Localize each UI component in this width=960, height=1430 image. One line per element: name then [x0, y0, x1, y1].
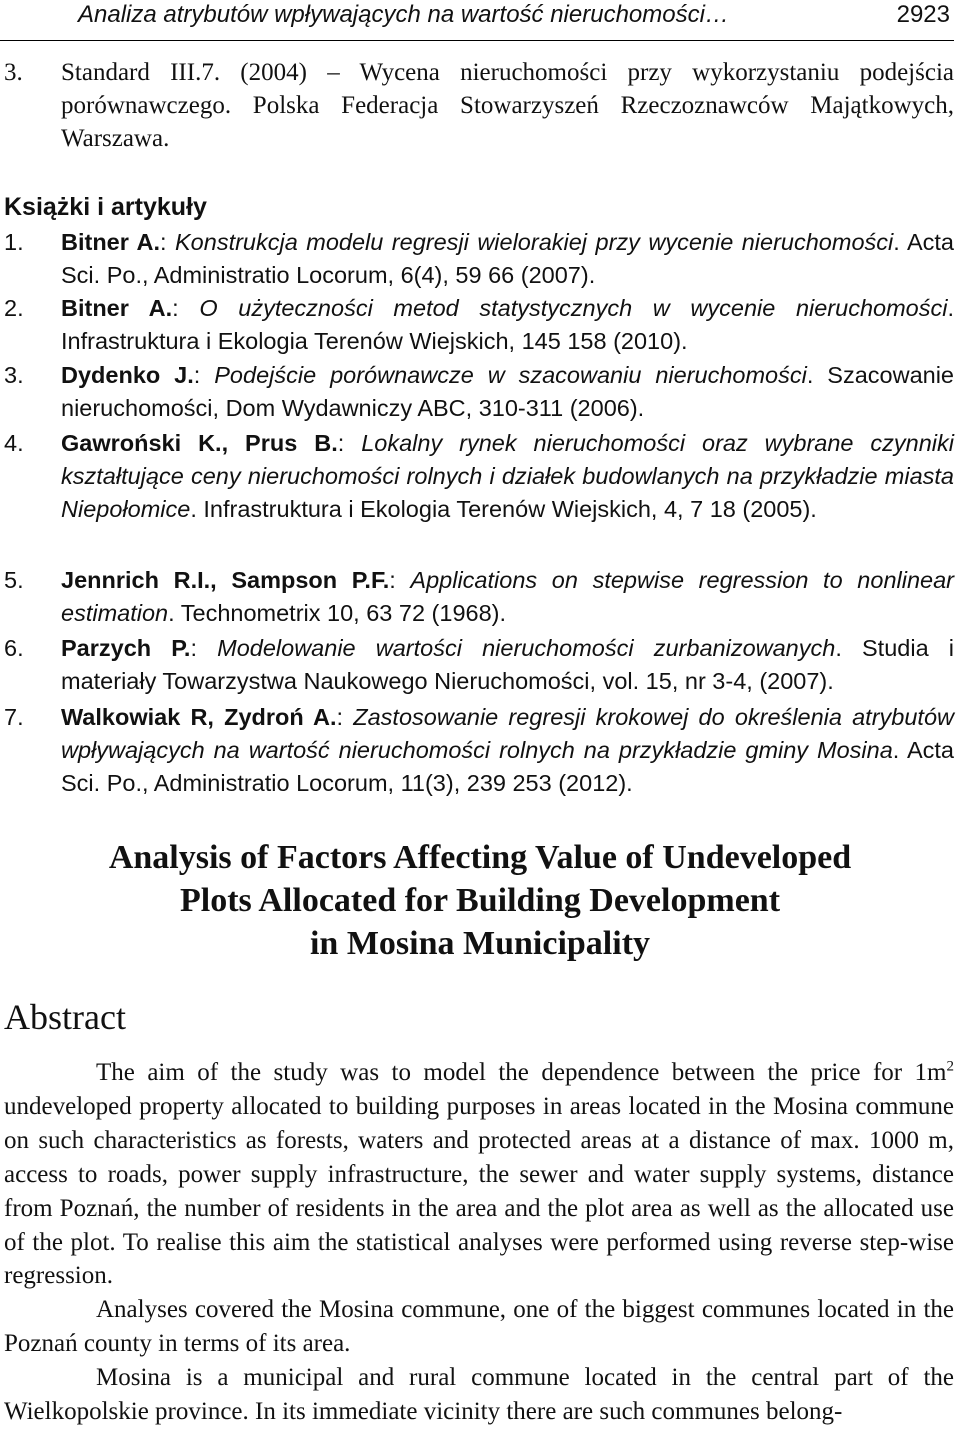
- reference-number: 5.: [4, 567, 24, 593]
- reference-number: 6.: [4, 635, 24, 661]
- running-title: Analiza atrybutów wpływających na wartość nieruchomości…: [78, 1, 729, 28]
- reference-number: 1.: [4, 229, 24, 255]
- reference-number: 2.: [4, 295, 24, 321]
- reference-number: 4.: [4, 430, 24, 456]
- reference-source: . Acta Sci. Po., Administratio Locorum, 6(4), 59 66 (2007).: [61, 229, 954, 288]
- reference-item-3: [4, 359, 954, 425]
- superscript: 2: [946, 1058, 954, 1075]
- reference-number: 3.: [4, 362, 24, 388]
- reference-title: Konstrukcja modelu regresji wielorakiej przy wycenie nieruchomości: [175, 229, 894, 255]
- reference-authors: Dydenko J.: [61, 362, 194, 388]
- reference-number: 3.: [4, 59, 23, 86]
- reference-separator: :: [160, 229, 175, 255]
- reference-authors: Gawroński K., Prus B.: [61, 430, 338, 456]
- reference-source: . Infrastruktura i Ekologia Terenów Wiejskich, 145 158 (2010).: [61, 295, 954, 354]
- page-number: 2923: [896, 1, 950, 28]
- reference-number: 7.: [4, 704, 24, 730]
- abstract-body: [4, 1056, 954, 1429]
- reference-item-2: [4, 292, 954, 358]
- reference-title: Modelowanie wartości nieruchomości zurbanizowanych: [217, 635, 836, 661]
- reference-separator: :: [337, 430, 362, 456]
- reference-source: . Szacowanie nieruchomości, Dom Wydawniczy ABC, 310-311 (2006).: [61, 362, 955, 421]
- reference-authors: Jennrich R.I., Sampson P.F.: [61, 567, 390, 593]
- reference-title: O użyteczności metod statystycznych w wycenie nieruchomości: [199, 295, 948, 321]
- abstract-text: undeveloped property allocated to building purposes in areas located in the Mosina commune on such characteristics as forests, waters and protected areas at a distance of max. 1000 m, access to roads, power supply infrastructure, the sewer and water supply systems, distance from Poznań, the number of residents in the area and the plot area as well as the allocated use of the plot. To realise this aim the statistical analyses were performed using reverse step-wise regression.: [4, 1092, 954, 1290]
- abstract-paragraph: [4, 1056, 954, 1293]
- reference-separator: :: [172, 295, 200, 321]
- paper-title: [0, 836, 960, 965]
- reference-item-5: [4, 564, 954, 630]
- reference-authors: Bitner A.: [61, 295, 173, 321]
- reference-item-4: [4, 427, 954, 526]
- section-heading-books: Książki i artykuły: [4, 193, 207, 221]
- running-header: [0, 0, 954, 41]
- reference-title: Applications on stepwise regression to nonlinear estimation: [61, 567, 954, 626]
- reference-source: . Infrastruktura i Ekologia Terenów Wiejskich, 4, 7 18 (2005).: [190, 496, 817, 522]
- reference-title: Lokalny rynek nieruchomości oraz wybrane czynniki kształtujące ceny nieruchomości rolnych i działek budowlanych na przykładzie miasta Niepołomice: [61, 430, 954, 522]
- reference-separator: :: [193, 362, 215, 388]
- paper-title-line: Analysis of Factors Affecting Value of Undeveloped: [108, 839, 852, 876]
- reference-authors: Bitner A.: [61, 229, 160, 255]
- reference-text: Standard III.7. (2004) – Wycena nieruchomości przy wykorzystaniu podejścia porównawczego. Polska Federacja Stowarzyszeń Rzeczoznawców Majątkowych, Warszawa.: [61, 59, 954, 152]
- paper-title-line: Plots Allocated for Building Development: [179, 882, 781, 919]
- abstract-heading: Abstract: [4, 997, 126, 1037]
- abstract-paragraph: Mosina is a municipal and rural commune located in the central part of the Wielkopolskie province. In its immediate vicinity there are such communes belong-: [4, 1364, 954, 1426]
- reference-authors: Parzych P.: [61, 635, 191, 661]
- reference-title: Zastosowanie regresji krokowej do określenia atrybutów wpływających na wartość nieruchomości rolnych na przykładzie gminy Mosina: [61, 704, 954, 763]
- reference-item-7: [4, 701, 954, 800]
- reference-item-1: [4, 226, 954, 292]
- reference-authors: Walkowiak R, Zydroń A.: [61, 704, 337, 730]
- standard-reference: [4, 56, 954, 155]
- reference-item-6: [4, 632, 954, 698]
- reference-separator: :: [336, 704, 354, 730]
- reference-source: . Acta Sci. Po., Administratio Locorum, 11(3), 239 253 (2012).: [61, 737, 954, 796]
- reference-separator: :: [389, 567, 411, 593]
- reference-title: Podejście porównawcze w szacowaniu nieruchomości: [214, 362, 807, 388]
- reference-source: . Studia i materiały Towarzystwa Naukowego Nieruchomości, vol. 15, nr 3-4, (2007).: [61, 635, 954, 694]
- abstract-paragraph: Analyses covered the Mosina commune, one of the biggest communes located in the Poznań county in terms of its area.: [4, 1296, 954, 1358]
- reference-source: . Technometrix 10, 63 72 (1968).: [168, 600, 507, 626]
- paper-title-line: in Mosina Municipality: [309, 925, 651, 962]
- abstract-text: The aim of the study was to model the dependence between the price for 1m: [96, 1059, 947, 1086]
- reference-separator: :: [190, 635, 218, 661]
